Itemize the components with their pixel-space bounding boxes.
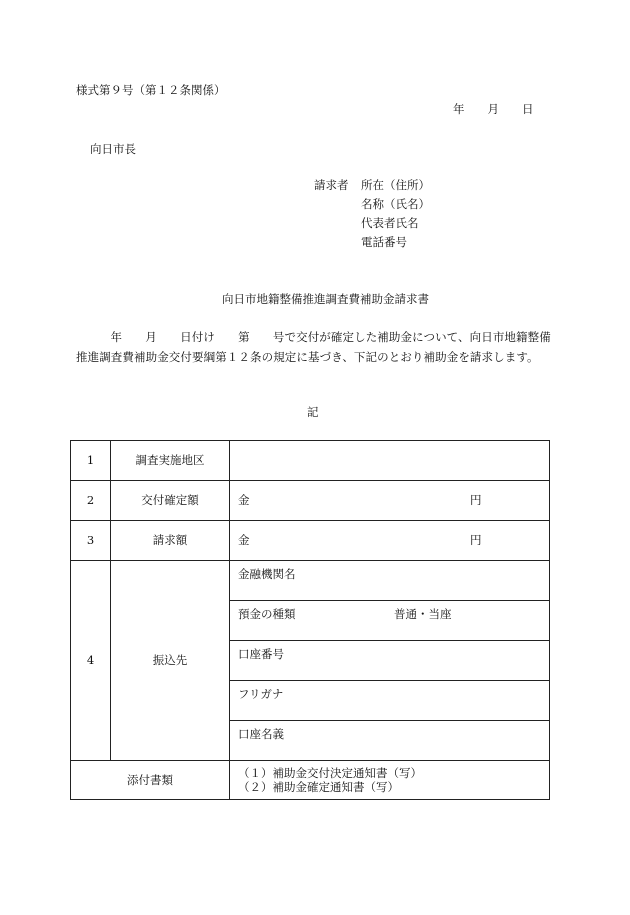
account-number-field[interactable] xyxy=(230,641,550,681)
row-number: 2 xyxy=(71,481,111,521)
date-line: 年 月 日 xyxy=(453,102,534,116)
furigana-field[interactable] xyxy=(230,681,550,721)
attachments-list xyxy=(230,761,550,800)
claim-table xyxy=(70,440,550,800)
confirmed-amount-field[interactable] xyxy=(230,481,550,521)
table-row xyxy=(71,481,550,521)
applicant-role-label: 請求者 xyxy=(314,178,349,192)
survey-area-field[interactable] xyxy=(230,441,550,481)
bank-name-field[interactable] xyxy=(230,561,550,601)
table-row xyxy=(71,561,550,601)
addressee: 向日市長 xyxy=(90,142,136,156)
deposit-type-options[interactable]: 普通・当座 xyxy=(394,607,452,621)
deposit-type-label: 預金の種類 xyxy=(238,607,296,621)
account-name-label: 口座名義 xyxy=(238,727,284,741)
row-number: 3 xyxy=(71,521,111,561)
form-number: 様式第９号（第１２条関係） xyxy=(76,83,226,97)
attachment-item: （２）補助金確定通知書（写） xyxy=(238,780,399,794)
ki-label: 記 xyxy=(307,405,319,419)
attachment-item: （１）補助金交付決定通知書（写） xyxy=(238,765,422,780)
row-number: 1 xyxy=(71,441,111,481)
applicant-address-label: 所在（住所） xyxy=(361,178,430,192)
account-number-label: 口座番号 xyxy=(238,647,284,661)
table-row xyxy=(71,761,550,800)
table-row xyxy=(71,521,550,561)
account-name-field[interactable] xyxy=(230,721,550,761)
yen-suffix: 円 xyxy=(470,493,482,508)
bank-name-label: 金融機関名 xyxy=(238,567,296,581)
furigana-label: フリガナ xyxy=(238,687,284,701)
yen-suffix: 円 xyxy=(470,533,482,548)
applicant-name-label: 名称（氏名） xyxy=(361,197,430,211)
body-paragraph: 年 月 日付け 第 号で交付が確定した補助金について、向日市地籍整備推進調査費補助金交付要綱第１２条の規定に基づき、下記のとおり補助金を請求します。 xyxy=(76,330,551,364)
document-title: 向日市地籍整備推進調査費補助金請求書 xyxy=(222,292,429,306)
applicant-representative-label: 代表者氏名 xyxy=(361,216,419,230)
applicant-phone-label: 電話番号 xyxy=(361,235,407,249)
amount-prefix: 金 xyxy=(238,493,250,508)
table-row xyxy=(71,441,550,481)
row-label: 交付確定額 xyxy=(111,481,230,521)
deposit-type-field[interactable] xyxy=(230,601,550,641)
row-label: 振込先 xyxy=(111,561,230,761)
row-label: 請求額 xyxy=(111,521,230,561)
attachments-label: 添付書類 xyxy=(71,761,230,800)
row-number: 4 xyxy=(71,561,111,761)
amount-prefix: 金 xyxy=(238,533,250,548)
claim-amount-field[interactable] xyxy=(230,521,550,561)
row-label: 調査実施地区 xyxy=(111,441,230,481)
